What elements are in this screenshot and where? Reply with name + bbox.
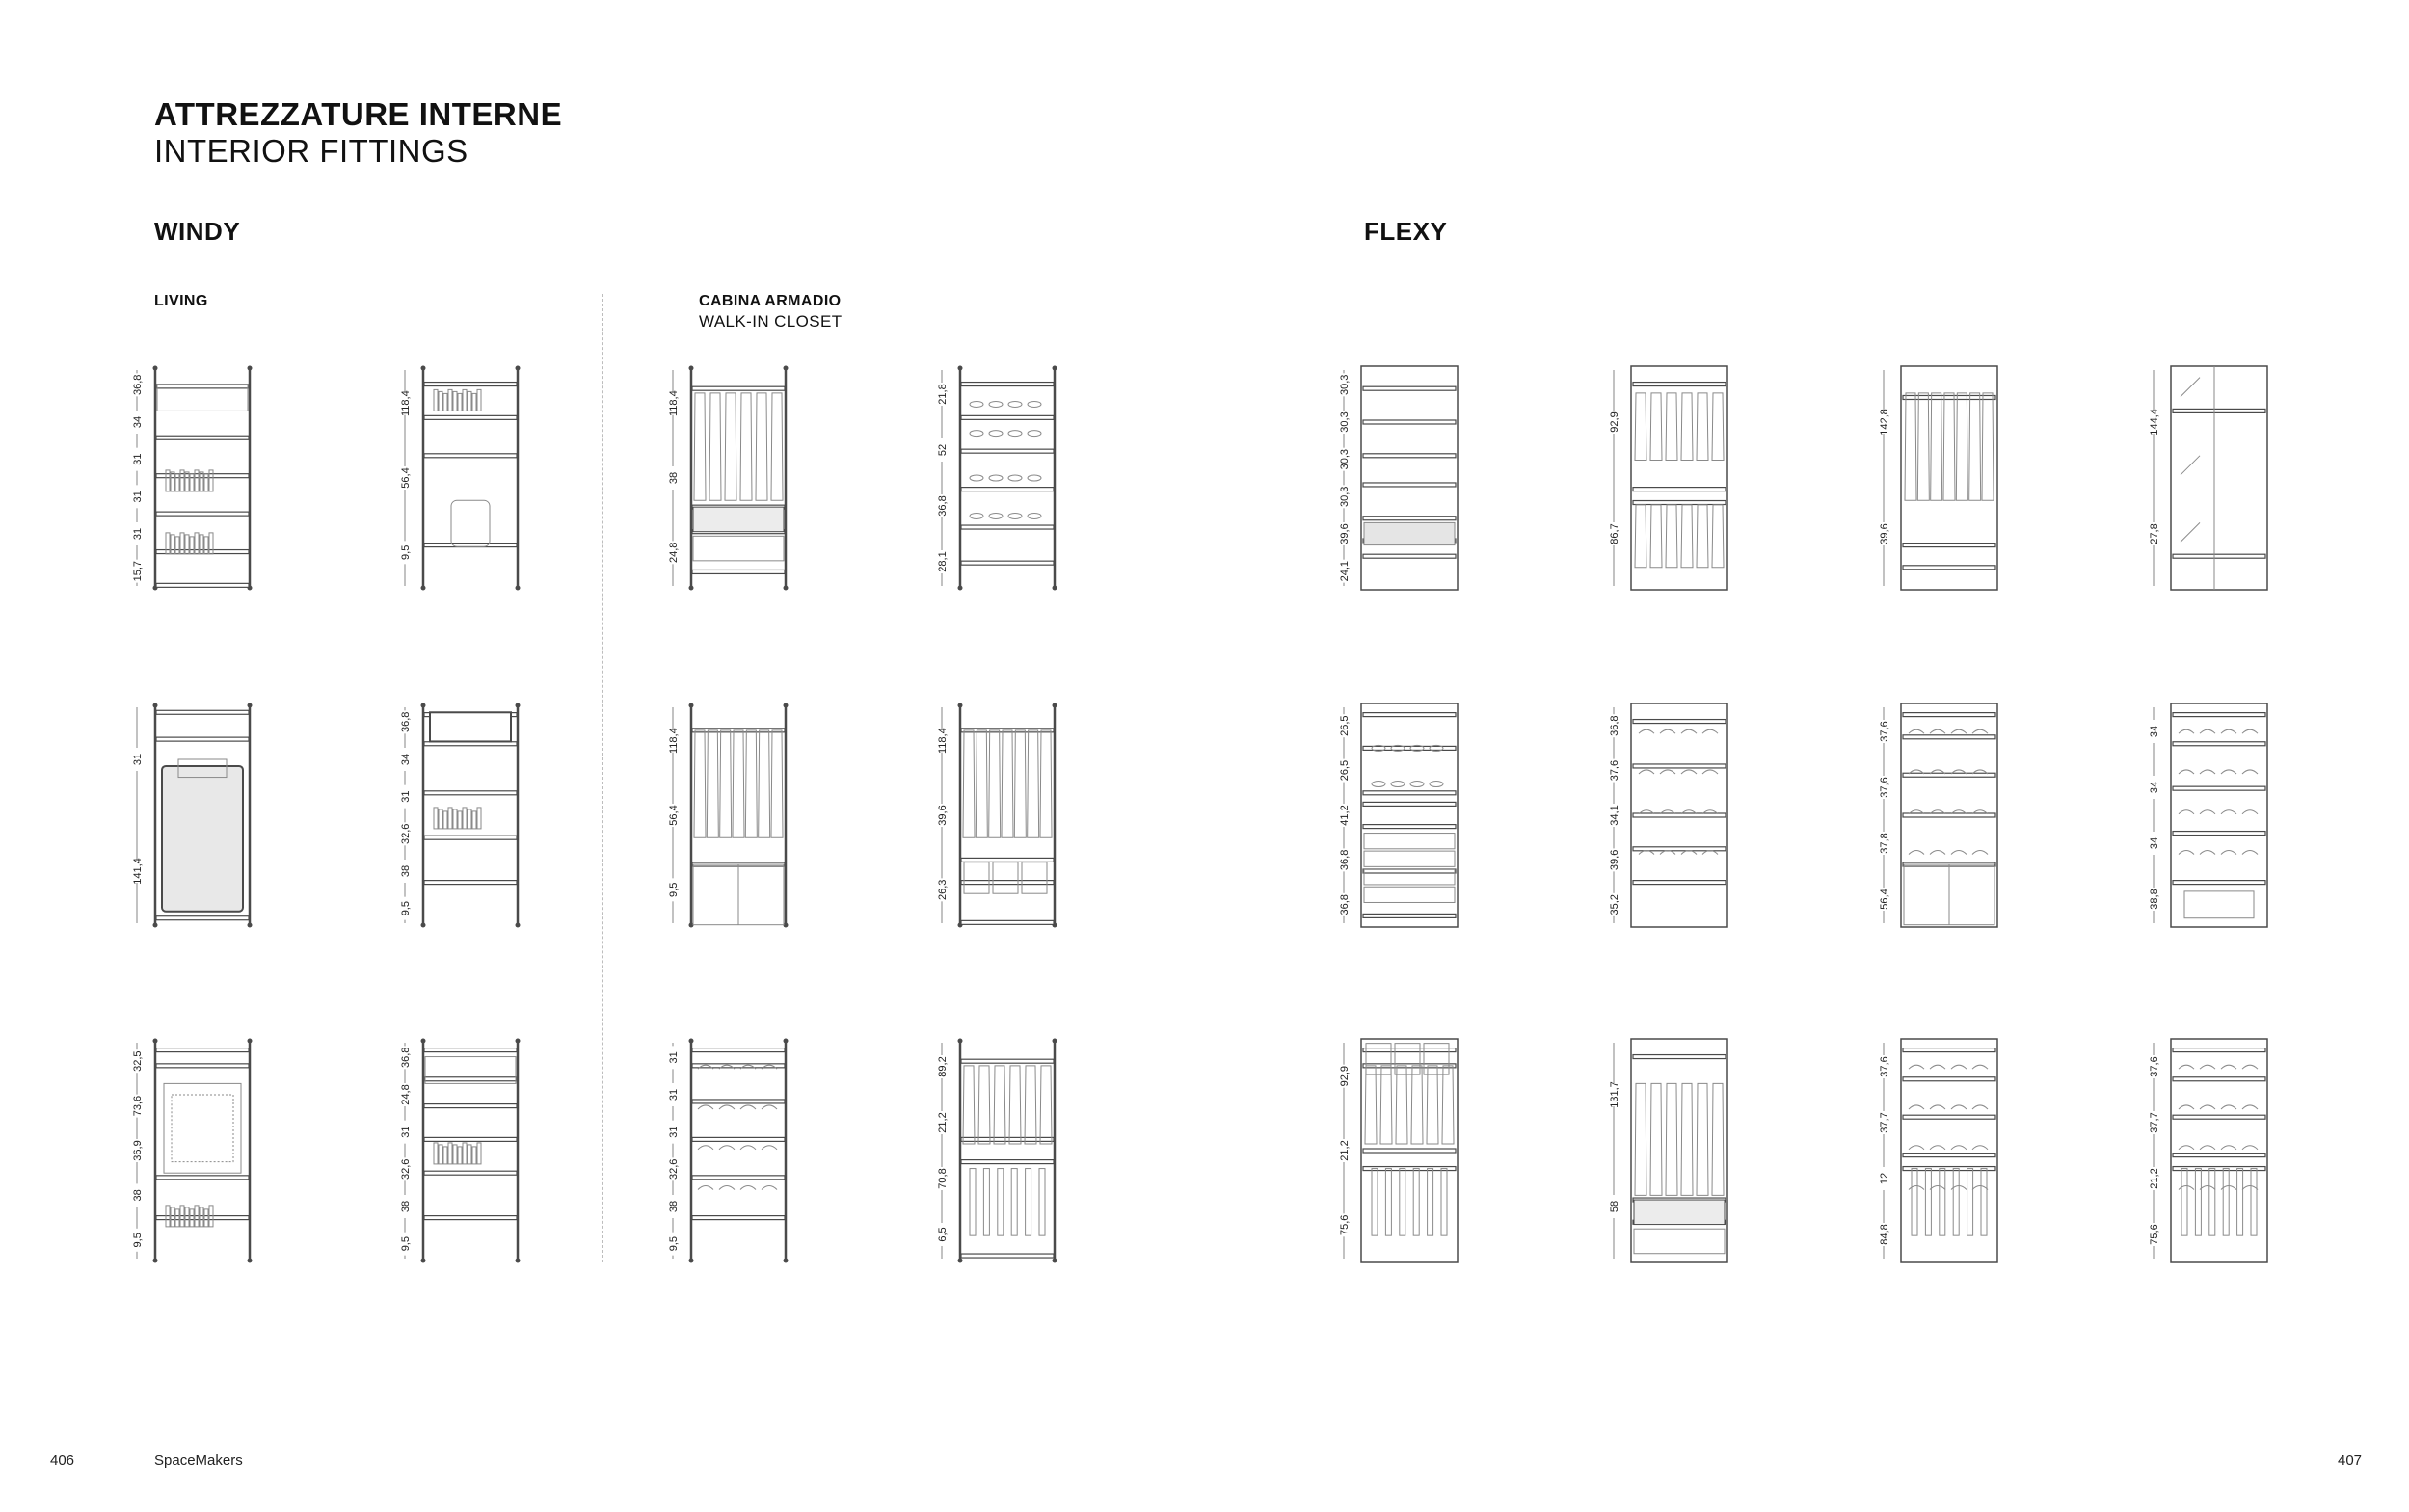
shelf (2173, 1048, 2265, 1052)
shelf (961, 1160, 1054, 1164)
shelf (2173, 713, 2265, 717)
shelf (2173, 409, 2265, 412)
fitting-drawing-flexy-11 (1872, 1039, 2017, 1268)
shelf (2173, 554, 2265, 558)
dimension-value: 34,1 (1609, 805, 1620, 826)
fitting-svg (930, 1039, 1075, 1268)
wardrobe-unit (1631, 366, 1727, 590)
fitting-svg (125, 703, 270, 933)
dimension-value: 39,6 (937, 805, 949, 826)
fitting-drawing-windy-living-4 (393, 703, 538, 933)
fitting-svg (1602, 366, 1747, 596)
dimension-value: 27,8 (2149, 523, 2160, 544)
wardrobe-unit (1631, 1039, 1727, 1262)
dimension-value: 34 (2149, 725, 2160, 738)
dimension-value: 30,3 (1339, 411, 1351, 433)
dimension-labels (936, 370, 949, 586)
page-number-right: 407 (2338, 1452, 2363, 1469)
shelf (424, 415, 517, 419)
dimension-value: 30,3 (1339, 374, 1351, 396)
wardrobe-unit (421, 703, 521, 928)
page-number-left: 406 (50, 1452, 75, 1469)
fitting-drawing-flexy-6 (1602, 703, 1747, 933)
shelf (1363, 1048, 1456, 1052)
dimension-value: 36,8 (1339, 849, 1351, 871)
dimension-value: 9,5 (400, 901, 412, 916)
dimension-value: 32,6 (668, 1158, 680, 1180)
shelf (1633, 383, 1726, 386)
shelf (1363, 454, 1456, 458)
wardrobe-unit (958, 1039, 1057, 1263)
dimension-value: 32,5 (132, 1050, 144, 1072)
shelf (2173, 1115, 2265, 1119)
dimension-value: 26,5 (1339, 715, 1351, 736)
dimension-value: 118,4 (400, 390, 412, 417)
shelf (1633, 764, 1726, 768)
wardrobe-unit (2171, 703, 2267, 927)
dimension-value: 34 (2149, 781, 2160, 794)
dimension-value: 35,2 (1609, 894, 1620, 915)
wardrobe-unit (689, 366, 789, 591)
page-title-english: INTERIOR FITTINGS (154, 133, 468, 169)
dimension-value: 89,2 (937, 1056, 949, 1077)
shelf (1633, 501, 1726, 505)
shelf (1363, 791, 1456, 795)
shelf (1903, 395, 1995, 399)
shelf (1363, 802, 1456, 806)
dimension-value: 37,8 (1879, 833, 1890, 854)
shelf (1903, 1115, 1995, 1119)
fitting-svg (930, 366, 1075, 596)
shelf (424, 791, 517, 795)
dimension-value: 37,6 (1879, 1056, 1890, 1077)
dimension-value: 39,6 (1609, 849, 1620, 871)
shelf (692, 1100, 785, 1103)
shelf (1363, 1149, 1456, 1153)
shelf (1903, 773, 1995, 777)
wardrobe-unit (421, 366, 521, 591)
shelf (1903, 735, 1995, 739)
dimension-value: 52 (937, 443, 949, 457)
wardrobe-unit (1361, 366, 1458, 590)
dimension-value: 38 (400, 1200, 412, 1213)
fitting-svg (393, 1039, 538, 1268)
dimension-value: 31 (400, 1126, 412, 1138)
dimension-value: 56,4 (1879, 889, 1890, 910)
dimension-labels (1608, 1043, 1620, 1259)
dimension-labels (1608, 370, 1620, 586)
shelf (156, 916, 249, 920)
shelf (424, 1048, 517, 1052)
shelf (1633, 720, 1726, 724)
shelf (692, 1137, 785, 1141)
shelf (1633, 1055, 1726, 1059)
dimension-value: 36,8 (400, 711, 412, 733)
dimension-value: 34 (400, 753, 412, 766)
dimension-value: 86,7 (1609, 523, 1620, 544)
wardrobe-unit (153, 366, 253, 591)
dimension-value: 38,8 (2149, 889, 2160, 910)
dimension-value: 34 (132, 415, 144, 429)
fitting-drawing-flexy-2 (1602, 366, 1747, 596)
shelf (1903, 566, 1995, 570)
fitting-drawing-windy-cabina-3 (661, 703, 806, 933)
dimension-value: 141,4 (132, 858, 144, 885)
wardrobe-unit (1361, 1039, 1458, 1262)
dimension-value: 56,4 (400, 467, 412, 489)
shelf (424, 1171, 517, 1175)
wardrobe-unit (1901, 703, 1997, 927)
dimension-value: 75,6 (1339, 1214, 1351, 1236)
fitting-svg (125, 366, 270, 596)
shelf (156, 737, 249, 741)
dimension-value: 37,6 (1879, 721, 1890, 742)
dimension-value: 21,2 (2149, 1168, 2160, 1189)
shelf (2173, 832, 2265, 836)
dimension-value: 30,3 (1339, 486, 1351, 508)
dimension-labels (1338, 1043, 1351, 1259)
shelf (961, 1254, 1054, 1258)
fitting-drawing-windy-living-1 (125, 366, 270, 596)
shelf (692, 386, 785, 390)
wardrobe-unit (689, 1039, 789, 1263)
shelf (424, 383, 517, 386)
dimension-value: 31 (132, 453, 144, 465)
dimension-value: 15,7 (132, 560, 144, 582)
subsection-cabina-armadio: CABINA ARMADIO (699, 293, 842, 309)
section-flexy: FLEXY (1364, 217, 1448, 246)
dimension-labels (1608, 707, 1620, 923)
dimension-labels (399, 707, 412, 923)
dimension-value: 28,1 (937, 551, 949, 572)
shelf (1363, 914, 1456, 917)
dimension-value: 38 (400, 864, 412, 878)
dimension-value: 36,8 (1609, 715, 1620, 736)
dimension-value: 144,4 (2149, 409, 2160, 436)
fitting-drawing-windy-cabina-2 (930, 366, 1075, 596)
shelf (692, 1176, 785, 1180)
dimension-value: 36,8 (132, 374, 144, 396)
dimension-labels (1338, 370, 1351, 586)
dimension-labels (1878, 1043, 1890, 1259)
shelf (1363, 825, 1456, 829)
shelf (424, 454, 517, 458)
shelf (1903, 544, 1995, 547)
shelf (961, 415, 1054, 419)
shelf (961, 488, 1054, 491)
shelf (156, 436, 249, 439)
shelf (1633, 881, 1726, 885)
fitting-drawing-windy-cabina-5 (661, 1039, 806, 1268)
fitting-svg (930, 703, 1075, 933)
dimension-value: 24,1 (1339, 560, 1351, 582)
dimension-value: 37,6 (1609, 759, 1620, 782)
shelf (1633, 813, 1726, 817)
fitting-svg (1332, 1039, 1477, 1268)
shelf (156, 1048, 249, 1052)
shelf (692, 1216, 785, 1220)
shelf (961, 383, 1054, 386)
shelf (1363, 386, 1456, 390)
fitting-svg (1872, 703, 2017, 933)
shelf (156, 385, 249, 388)
dimension-value: 9,5 (132, 1233, 144, 1248)
dimension-labels (667, 1043, 680, 1259)
dimension-value: 24,8 (400, 1084, 412, 1105)
subsection-living: LIVING (154, 293, 208, 309)
dimension-value: 70,8 (937, 1168, 949, 1189)
fitting-svg (661, 703, 806, 933)
dimension-value: 21,2 (1339, 1140, 1351, 1161)
dimension-value: 92,9 (1339, 1065, 1351, 1087)
shelf (961, 881, 1054, 885)
shelf (1363, 869, 1456, 873)
shelf (1633, 488, 1726, 491)
dimension-value: 92,9 (1609, 411, 1620, 433)
dimension-value: 58 (1609, 1200, 1620, 1213)
shelf (1903, 1077, 1995, 1081)
dimension-labels (399, 370, 412, 586)
fitting-svg (2142, 1039, 2287, 1268)
shelf (1363, 713, 1456, 717)
fitting-drawing-windy-living-6 (393, 1039, 538, 1268)
shelf (1363, 517, 1456, 520)
dimension-value: 32,6 (400, 1158, 412, 1180)
fitting-drawing-flexy-3 (1872, 366, 2017, 596)
wardrobe-unit (153, 703, 253, 928)
dimension-labels (399, 1043, 412, 1259)
dimension-value: 131,7 (1609, 1081, 1620, 1108)
fitting-drawing-flexy-1 (1332, 366, 1477, 596)
dimension-value: 118,4 (668, 390, 680, 417)
dimension-labels (131, 707, 144, 923)
wardrobe-unit (1901, 1039, 1997, 1262)
shelf (2173, 1154, 2265, 1157)
shelf (961, 525, 1054, 529)
dimension-value: 75,6 (2149, 1224, 2160, 1245)
dimension-labels (667, 370, 680, 586)
dimension-value: 39,6 (1339, 523, 1351, 544)
dimension-value: 26,5 (1339, 759, 1351, 782)
dimension-value: 31 (132, 753, 144, 766)
shelf (961, 561, 1054, 565)
subsection-walk-in-closet: WALK-IN CLOSET (699, 312, 843, 331)
fitting-drawing-windy-cabina-4 (930, 703, 1075, 933)
shelf (2173, 1077, 2265, 1081)
wardrobe-unit (689, 703, 789, 928)
dimension-value: 31 (668, 1051, 680, 1064)
shelf (424, 1077, 517, 1081)
dimension-value: 31 (132, 491, 144, 503)
dimension-value: 9,5 (400, 544, 412, 560)
fitting-svg (1602, 703, 1747, 933)
dimension-value: 118,4 (668, 728, 680, 755)
dimension-value: 30,3 (1339, 448, 1351, 470)
dimension-labels (131, 1043, 144, 1259)
wardrobe-unit (153, 1039, 253, 1263)
shelf (692, 1048, 785, 1052)
fitting-svg (661, 1039, 806, 1268)
fitting-svg (1872, 366, 2017, 596)
fitting-drawing-windy-cabina-1 (661, 366, 806, 596)
fitting-drawing-flexy-10 (1602, 1039, 1747, 1268)
dimension-value: 9,5 (400, 1236, 412, 1252)
fitting-svg (393, 366, 538, 596)
dimension-labels (2148, 707, 2160, 923)
wardrobe-unit (1631, 703, 1727, 927)
dimension-value: 41,2 (1339, 805, 1351, 826)
fitting-drawing-flexy-7 (1872, 703, 2017, 933)
wardrobe-unit (958, 703, 1057, 928)
wardrobe-unit (1901, 366, 1997, 590)
dimension-value: 73,6 (132, 1095, 144, 1117)
shelf (2173, 881, 2265, 885)
shelf (424, 881, 517, 885)
wardrobe-unit (2171, 1039, 2267, 1262)
wardrobe-unit (2171, 366, 2267, 590)
brand-name: SpaceMakers (154, 1452, 243, 1469)
dimension-value: 12 (1879, 1172, 1890, 1185)
dimension-value: 56,4 (668, 805, 680, 826)
shelf (424, 1104, 517, 1108)
shelf (961, 858, 1054, 862)
shelf (1903, 1154, 1995, 1157)
fitting-drawing-flexy-5 (1332, 703, 1477, 933)
dimension-value: 24,8 (668, 542, 680, 564)
dimension-value: 36,8 (400, 1047, 412, 1069)
shelf (2173, 742, 2265, 746)
shelf (1363, 1064, 1456, 1068)
dimension-labels (667, 707, 680, 923)
shelf (1363, 420, 1456, 424)
fitting-drawing-flexy-8 (2142, 703, 2287, 933)
shelf (156, 583, 249, 587)
shelf (961, 920, 1054, 924)
dimension-value: 39,6 (1879, 523, 1890, 544)
fitting-drawing-windy-cabina-6 (930, 1039, 1075, 1268)
dimension-labels (1878, 707, 1890, 923)
fitting-svg (2142, 366, 2287, 596)
dimension-labels (131, 370, 144, 586)
dimension-value: 36,8 (937, 495, 949, 517)
dimension-value: 31 (400, 790, 412, 803)
page-title-italian: ATTREZZATURE INTERNE (154, 96, 563, 132)
dimension-value: 21,8 (937, 384, 949, 405)
dimension-labels (936, 707, 949, 923)
dimension-value: 21,2 (937, 1112, 949, 1133)
shelf (1903, 1048, 1995, 1052)
fitting-svg (1872, 1039, 2017, 1268)
section-divider (602, 294, 603, 1262)
shelf (156, 512, 249, 516)
dimension-value: 142,8 (1879, 409, 1890, 436)
wardrobe-unit (1361, 703, 1458, 927)
shelf (156, 710, 249, 714)
dimension-value: 26,3 (937, 879, 949, 901)
section-windy: WINDY (154, 217, 241, 246)
dimension-value: 38 (668, 1200, 680, 1213)
dimension-value: 31 (668, 1126, 680, 1138)
dimension-value: 31 (668, 1088, 680, 1101)
fitting-svg (125, 1039, 270, 1268)
dimension-value: 118,4 (937, 728, 949, 755)
fitting-svg (393, 703, 538, 933)
dimension-value: 84,8 (1879, 1224, 1890, 1245)
shelf (1903, 713, 1995, 717)
dimension-value: 37,7 (2149, 1112, 2160, 1133)
fitting-drawing-flexy-4 (2142, 366, 2287, 596)
dimension-value: 38 (668, 471, 680, 485)
dimension-value: 31 (132, 527, 144, 541)
dimension-value: 6,5 (937, 1227, 949, 1242)
shelf (424, 836, 517, 839)
dimension-value: 37,6 (2149, 1056, 2160, 1077)
dimension-labels (936, 1043, 949, 1259)
dimension-labels (1878, 370, 1890, 586)
dimension-value: 9,5 (668, 1236, 680, 1252)
fitting-drawing-flexy-9 (1332, 1039, 1477, 1268)
dimension-value: 36,9 (132, 1140, 144, 1161)
shelf (424, 1137, 517, 1141)
fitting-svg (1602, 1039, 1747, 1268)
shelf (424, 1216, 517, 1220)
fitting-drawing-windy-living-2 (393, 366, 538, 596)
shelf (692, 570, 785, 573)
dimension-labels (2148, 1043, 2160, 1259)
shelf (1903, 813, 1995, 817)
shelf (1363, 483, 1456, 487)
dimension-labels (1338, 707, 1351, 923)
dimension-value: 34 (2149, 836, 2160, 850)
dimension-value: 32,6 (400, 823, 412, 845)
dimension-labels (2148, 370, 2160, 586)
dimension-value: 38 (132, 1189, 144, 1202)
shelf (961, 449, 1054, 453)
wardrobe-unit (421, 1039, 521, 1263)
fitting-svg (2142, 703, 2287, 933)
shelf (156, 1064, 249, 1068)
fitting-svg (1332, 366, 1477, 596)
fitting-drawing-flexy-12 (2142, 1039, 2287, 1268)
shelf (961, 1059, 1054, 1063)
shelf (2173, 786, 2265, 790)
dimension-value: 9,5 (668, 882, 680, 897)
wardrobe-unit (958, 366, 1057, 591)
shelf (1363, 554, 1456, 558)
shelf (156, 1176, 249, 1180)
fitting-svg (1332, 703, 1477, 933)
fitting-drawing-windy-living-3 (125, 703, 270, 933)
dimension-value: 37,6 (1879, 777, 1890, 798)
dimension-value: 36,8 (1339, 894, 1351, 915)
fitting-drawing-windy-living-5 (125, 1039, 270, 1268)
shelf (1363, 746, 1456, 750)
fitting-svg (661, 366, 806, 596)
dimension-value: 37,7 (1879, 1112, 1890, 1133)
